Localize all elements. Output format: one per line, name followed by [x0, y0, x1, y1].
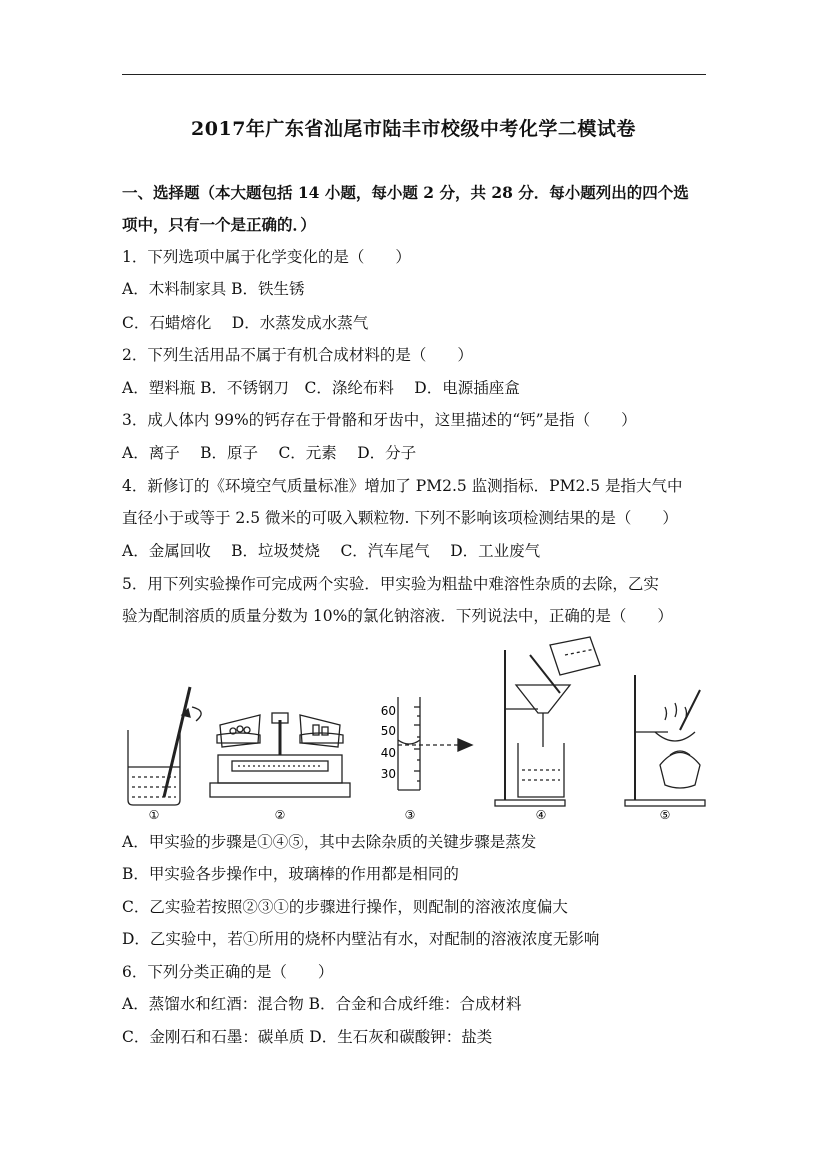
- section-heading-cont: 项中，只有一个是正确的．）: [122, 215, 316, 234]
- question-6-stem: 6．下列分类正确的是（ ）: [122, 963, 334, 981]
- page-title: 2017年广东省汕尾市陆丰市校级中考化学二模试卷: [191, 118, 636, 140]
- header-rule: [122, 74, 706, 75]
- question-4-options: A．金属回收 B．垃圾焚烧 C．汽车尾气 D．工业废气: [122, 542, 541, 560]
- figure-label-3: ③: [404, 808, 416, 822]
- question-1-stem: 1．下列选项中属于化学变化的是（ ）: [122, 248, 411, 266]
- question-4-stem: 4．新修订的《环境空气质量标准》增加了 PM2.5 监测指标．PM2.5 是指大气中: [122, 477, 683, 495]
- question-5-option-a: A．甲实验的步骤是①④⑤，其中去除杂质的关键步骤是蒸发: [122, 833, 537, 851]
- figure-label-4: ④: [535, 808, 547, 822]
- question-2-stem: 2．下列生活用品不属于有机合成材料的是（ ）: [122, 346, 473, 364]
- question-1-options-ab: A．木料制家具 B．铁生锈: [122, 280, 305, 298]
- section-heading: 一、选择题（本大题包括 14 小题，每小题 2 分，共 28 分．每小题列出的四个选: [122, 183, 689, 202]
- figure-label-1: ①: [148, 808, 160, 822]
- question-5-stem: 5．用下列实验操作可完成两个实验．甲实验为粗盐中难溶性杂质的去除，乙实: [122, 575, 659, 593]
- question-5-stem-cont: 验为配制溶质的质量分数为 10%的氯化钠溶液．下列说法中，正确的是（ ）: [122, 607, 673, 625]
- figure-label-2: ②: [274, 808, 286, 822]
- cylinder-tick-30: 30: [380, 767, 396, 781]
- balance-illustration: [210, 713, 350, 797]
- question-3-stem: 3．成人体内 99%的钙存在于骨骼和牙齿中，这里描述的“钙”是指（ ）: [122, 411, 637, 429]
- filtration-illustration: [495, 637, 600, 806]
- question-6-options-cd: C．金刚石和石墨：碳单质 D．生石灰和碳酸钾：盐类: [122, 1028, 493, 1046]
- experiment-figure-svg: [120, 635, 710, 830]
- question-5-option-b: B．甲实验各步操作中，玻璃棒的作用都是相同的: [122, 865, 459, 883]
- measuring-cylinder-illustration: [398, 697, 472, 790]
- cylinder-tick-50: 50: [380, 724, 396, 738]
- evaporation-illustration: [625, 675, 705, 806]
- question-1-options-cd: C．石蜡熔化 D．水蒸发成水蒸气: [122, 314, 369, 332]
- cylinder-tick-60: 60: [380, 704, 396, 718]
- figure-label-5: ⑤: [659, 808, 671, 822]
- question-6-options-ab: A．蒸馏水和红酒：混合物 B．合金和合成纤维：合成材料: [122, 995, 522, 1013]
- question-4-stem-cont: 直径小于或等于 2.5 微米的可吸入颗粒物. 下列不影响该项检测结果的是（ ）: [122, 509, 678, 527]
- question-3-options: A．离子 B．原子 C．元素 D．分子: [122, 444, 417, 462]
- question-2-options: A．塑料瓶 B．不锈钢刀 C．涤纶布料 D．电源插座盒: [122, 379, 520, 397]
- question-5-option-d: D．乙实验中，若①所用的烧杯内壁沾有水，对配制的溶液浓度无影响: [122, 930, 600, 948]
- question-5-option-c: C．乙实验若按照②③①的步骤进行操作，则配制的溶液浓度偏大: [122, 898, 568, 916]
- cylinder-tick-40: 40: [380, 746, 396, 760]
- beaker-stirring-illustration: [128, 687, 201, 805]
- experiment-figure: [120, 635, 710, 830]
